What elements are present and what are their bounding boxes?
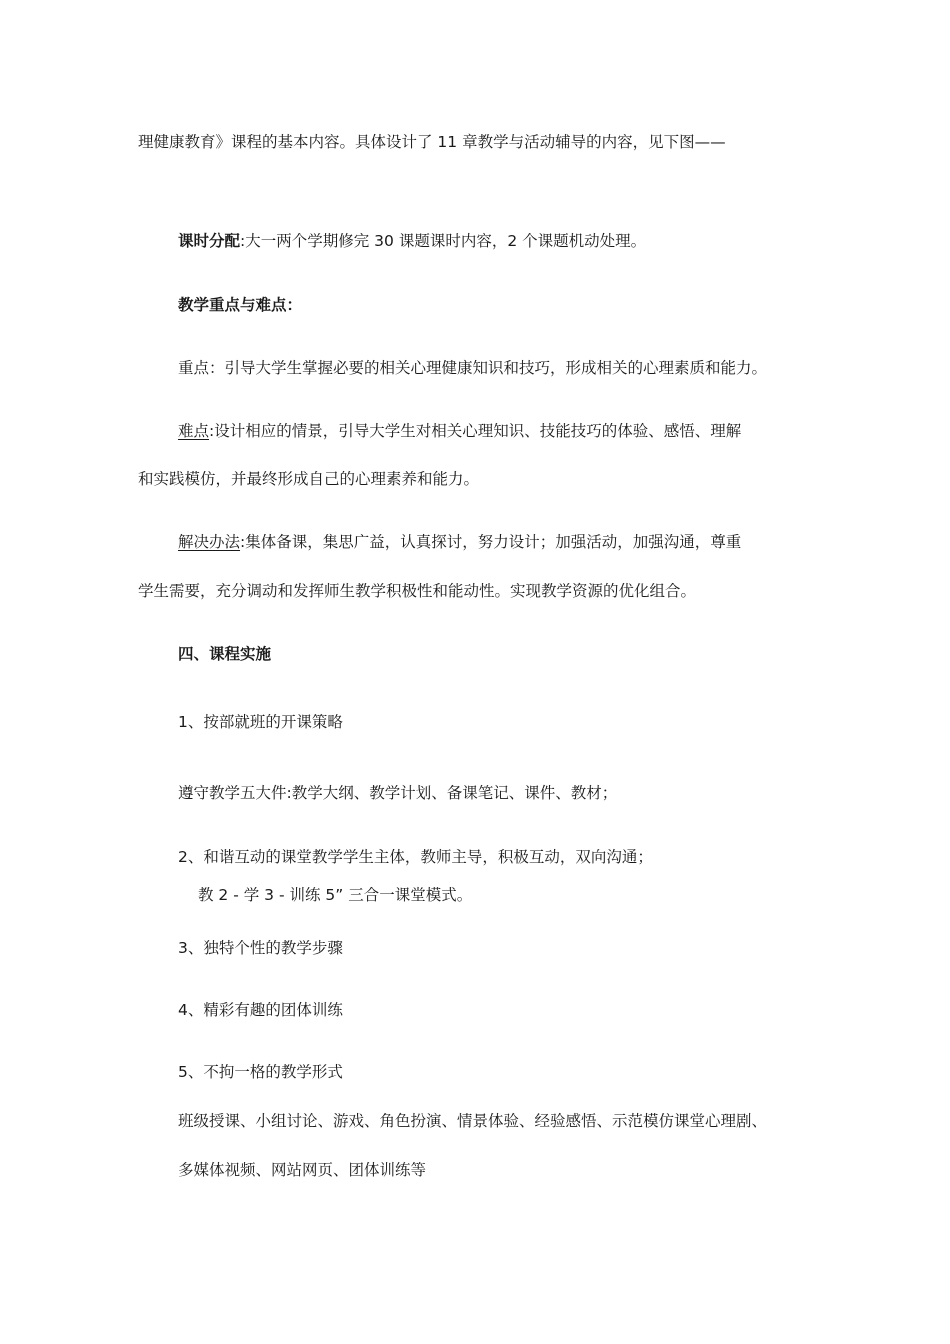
class-hours-text: :大一两个学期修完 30 课题课时内容，2 个课题机动处理。	[240, 232, 647, 250]
key-point-paragraph: 重点：引导大学生掌握必要的相关心理健康知识和技巧，形成相关的心理素质和能力。	[178, 359, 768, 377]
list-item-1-detail: 遵守教学五大件:教学大纲、教学计划、备课笔记、课件、教材；	[178, 784, 618, 802]
teaching-forms-line-2: 多媒体视频、网站网页、团体训练等	[178, 1161, 427, 1179]
list-item-3: 3、独特个性的教学步骤	[178, 939, 343, 957]
difficulty-paragraph	[178, 421, 741, 441]
focus-heading: 教学重点与难点：	[178, 296, 303, 314]
difficulty-label: 难点	[178, 422, 210, 440]
difficulty-continuation: 和实践模仿，并最终形成自己的心理素养和能力。	[138, 470, 480, 488]
solution-label: 解决办法	[178, 533, 241, 551]
solution-paragraph	[178, 532, 741, 552]
solution-text: :集体备课，集思广益，认真探讨，努力设计；加强活动，加强沟通，尊重	[240, 533, 742, 551]
intro-line: 理健康教育》课程的基本内容。具体设计了 11 章教学与活动辅导的内容，见下图——	[138, 133, 726, 151]
list-item-2-detail: 教 2 - 学 3 - 训练 5” 三合一课堂模式。	[198, 886, 473, 904]
list-item-5: 5、不拘一格的教学形式	[178, 1063, 343, 1081]
list-item-1: 1、按部就班的开课策略	[178, 713, 343, 731]
class-hours-label: 课时分配	[178, 232, 241, 250]
solution-continuation: 学生需要，充分调动和发挥师生教学积极性和能动性。实现教学资源的优化组合。	[138, 582, 697, 600]
difficulty-text: :设计相应的情景，引导大学生对相关心理知识、技能技巧的体验、感悟、理解	[209, 422, 742, 440]
list-item-2: 2、和谐互动的课堂教学学生主体，教师主导，积极互动，双向沟通；	[178, 848, 653, 866]
class-hours-paragraph	[178, 231, 646, 251]
section4-heading: 四、课程实施	[178, 645, 272, 663]
teaching-forms-line-1: 班级授课、小组讨论、游戏、角色扮演、情景体验、经验感悟、示范模仿课堂心理剧、	[178, 1112, 768, 1130]
list-item-4: 4、精彩有趣的团体训练	[178, 1001, 343, 1019]
